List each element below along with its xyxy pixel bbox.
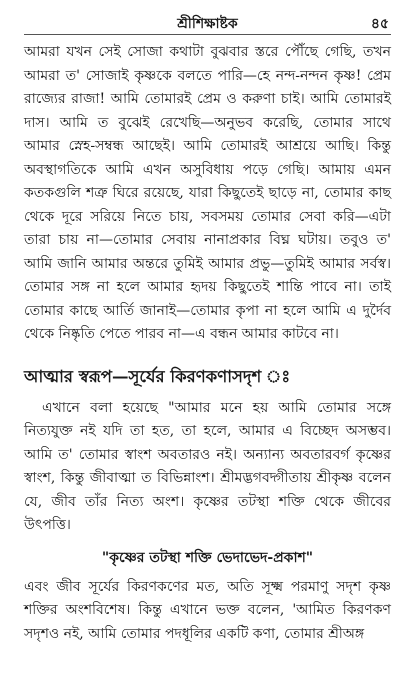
body-paragraph-1: আমরা যখন সেই সোজা কথাটা বুঝবার স্তরে পৌঁছে গেছি, তখন আমরা ত' সোজাই কৃষ্ণকে বলতে পারি—হে নন্দ-নন্দন কৃষ্ণ! প্রেম রাজ্যের রাজা! আমি তোমারই প্রেম ও করুণা চাই। আমি তোমারই দাস। আমি ত বুঝেই রেখেছি—অনুভব করেছি, তোমার সাথে আমার স্নেহ-সম্বন্ধ আছেই। আমি তোমারই আশ্রয়ে আছি। কিন্তু অবস্থাগতিকে আমি এখন অসুবিধায় পড়ে গেছি। আমায় এমন কতকগুলি শত্রু ঘিরে রয়েছে, যারা কিছুতেই ছাড়ে না, তোমার কাছ থেকে দূরে সরিয়ে নিতে চায়, সবসময় তোমার সেবা করি—এটা তারা চায় না—তোমার সেবায় নানাপ্রকার বিঘ্ন ঘটায়। তবুও ত' আমি জানি আমার অন্তরে তুমিই আমার প্রভু—তুমিই আমার সর্বস্ব। তোমার সঙ্গ না হলে আমার হৃদয় কিছুতেই শান্তি পাবে না। তাই তোমার কাছে আর্তি জানাই—তোমার কৃপা না হলে আমি এ দুর্দৈব থেকে নিষ্কৃতি পেতে পারব না—এ বন্ধন আমার কাটবে না।: [24, 44, 391, 342]
quote-heading: "কৃষ্ণের তটস্থা শক্তি ভেদাভেদ-প্রকাশ": [101, 549, 314, 566]
running-head: [24, 6, 391, 35]
section-heading: আত্মার স্বরূপ—সূর্যের কিরণকণাসদৃশ ঃ: [24, 366, 291, 386]
running-head-title: শ্রীশিক্ষাষ্টক: [177, 16, 238, 32]
body-paragraph-2: এখানে বলা হয়েছে "আমার মনে হয় আমি তোমার সঙ্গে নিত্যযুক্ত নই যদি তা হত, তা হলে, আমার এ বিচ্ছেদ অসম্ভব। আমি ত' তোমার স্বাংশ অবতারও নই। অন্যান্য অবতারবর্গ কৃষ্ণের স্বাংশ, কিন্তু জীবাত্মা ত বিভিন্নাংশ। শ্রীমদ্ভগবদ্গীতায় শ্রীকৃষ্ণ বলেন যে, জীব তাঁর নিত্য অংশ। কৃষ্ণের তটস্থা শক্তি থেকে জীবের উৎপত্তি।: [24, 399, 391, 533]
body-paragraph-3: এবং জীব সূর্যের কিরণকণের মত, অতি সূক্ষ্ম পরমাণু সদৃশ কৃষ্ণ শক্তির অংশবিশেষ। কিন্তু এখানে ভক্ত বলেন, 'আমিত কিরণকণ সদৃশও নই, আমি তোমার পদধূলির একটি কণা, তোমার শ্রীঅঙ্গ: [24, 578, 391, 642]
page-number: ৪৫: [370, 16, 389, 32]
